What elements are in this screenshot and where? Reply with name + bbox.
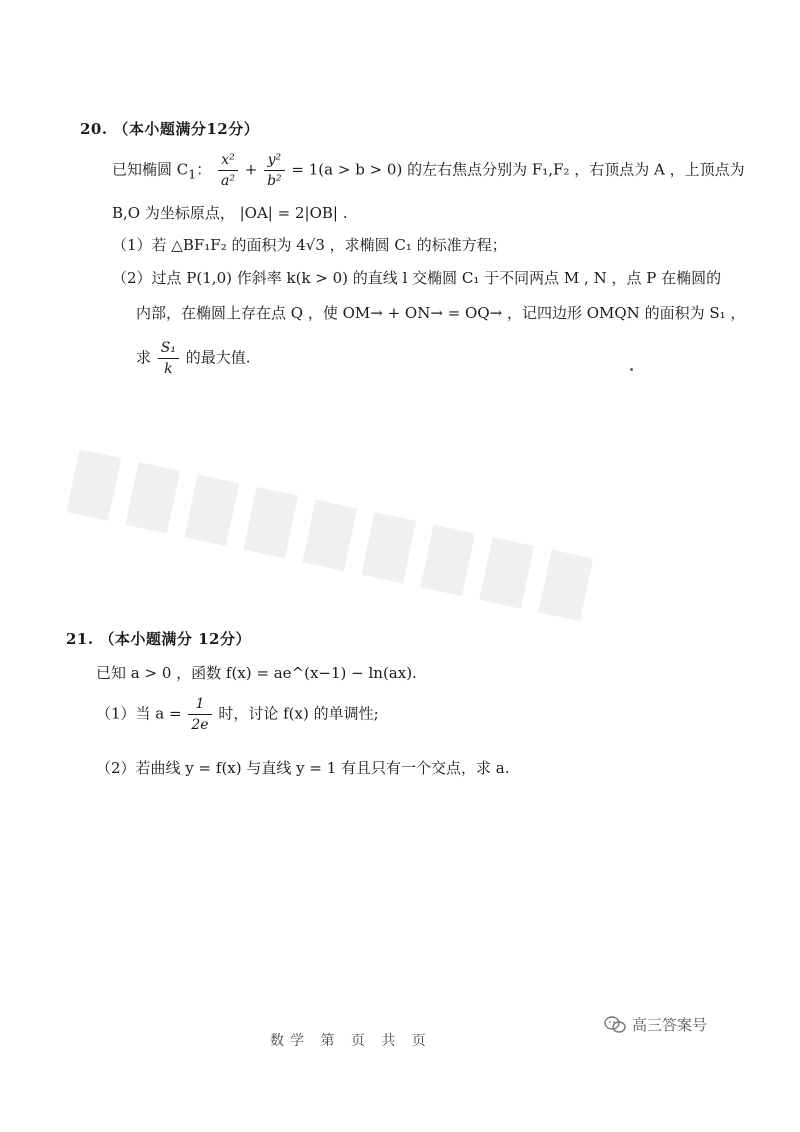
- question-21: [66, 628, 686, 649]
- text: 已知椭圆 C: [112, 160, 189, 179]
- fraction-x2-a2: [218, 150, 238, 191]
- badge-label: 高三答案号: [632, 1016, 708, 1034]
- wechat-icon: [604, 1016, 626, 1034]
- question-score: （本小题满分 12分）: [99, 630, 251, 648]
- question-score: （本小题满分12分）: [113, 120, 260, 138]
- denominator: k: [164, 361, 173, 377]
- text: +: [239, 160, 263, 179]
- scan-speck: [630, 368, 633, 371]
- text: ：: [196, 160, 212, 179]
- numerator: S₁: [158, 338, 179, 359]
- q21-line1: 已知 a > 0 ，函数 f(x) = ae^(x−1) − ln(ax).: [96, 664, 417, 682]
- text: 求: [136, 348, 152, 367]
- question-20-heading: [80, 118, 700, 139]
- page-footer: 数学 第 页 共 页: [270, 1033, 432, 1049]
- numerator: x²: [218, 150, 238, 171]
- numerator: 1: [188, 694, 211, 715]
- account-badge: [604, 1014, 707, 1035]
- fraction-1-2e: [188, 694, 211, 735]
- subscript: 1: [188, 166, 197, 182]
- text: 的最大值.: [185, 348, 251, 367]
- question-21-heading: [66, 628, 686, 649]
- q20-line1: [112, 150, 745, 191]
- q20-part2-line2: 内部，在椭圆上存在点 Q ，使 OM→ + ON→ = OQ→ ，记四边形 OMQN 的面积为 S₁ ，: [136, 304, 746, 322]
- numerator: y²: [264, 150, 285, 171]
- q20-part2-line3: [136, 338, 251, 379]
- q21-part1: [96, 694, 379, 735]
- text: = 1(a > b > 0) 的左右焦点分别为 F₁,F₂ ，右顶点为 A ，上顶点为: [286, 160, 745, 179]
- text: 时，讨论 f(x) 的单调性;: [218, 704, 379, 723]
- faded-watermark: █ █ █ █ █ █ █ █ █: [66, 450, 593, 621]
- denominator: b²: [267, 173, 282, 189]
- q21-part2: （2）若曲线 y = f(x) 与直线 y = 1 有且只有一个交点，求 a.: [96, 759, 510, 777]
- denominator: 2e: [191, 717, 209, 733]
- question-number: 21.: [66, 630, 94, 648]
- denominator: a²: [221, 173, 235, 189]
- fraction-s1-k: [158, 338, 179, 379]
- text: （1）当 a =: [96, 704, 182, 723]
- q20-line2: B,O 为坐标原点， |OA| = 2|OB| .: [112, 204, 348, 222]
- question-20: [80, 118, 700, 139]
- fraction-y2-b2: [264, 150, 285, 191]
- q20-part1: （1）若 △BF₁F₂ 的面积为 4√3 ，求椭圆 C₁ 的标准方程；: [112, 236, 507, 254]
- question-number: 20.: [80, 120, 108, 138]
- q20-part2-line1: （2）过点 P(1,0) 作斜率 k(k > 0) 的直线 l 交椭圆 C₁ 于不同两点 M , N ，点 P 在椭圆的: [112, 269, 722, 287]
